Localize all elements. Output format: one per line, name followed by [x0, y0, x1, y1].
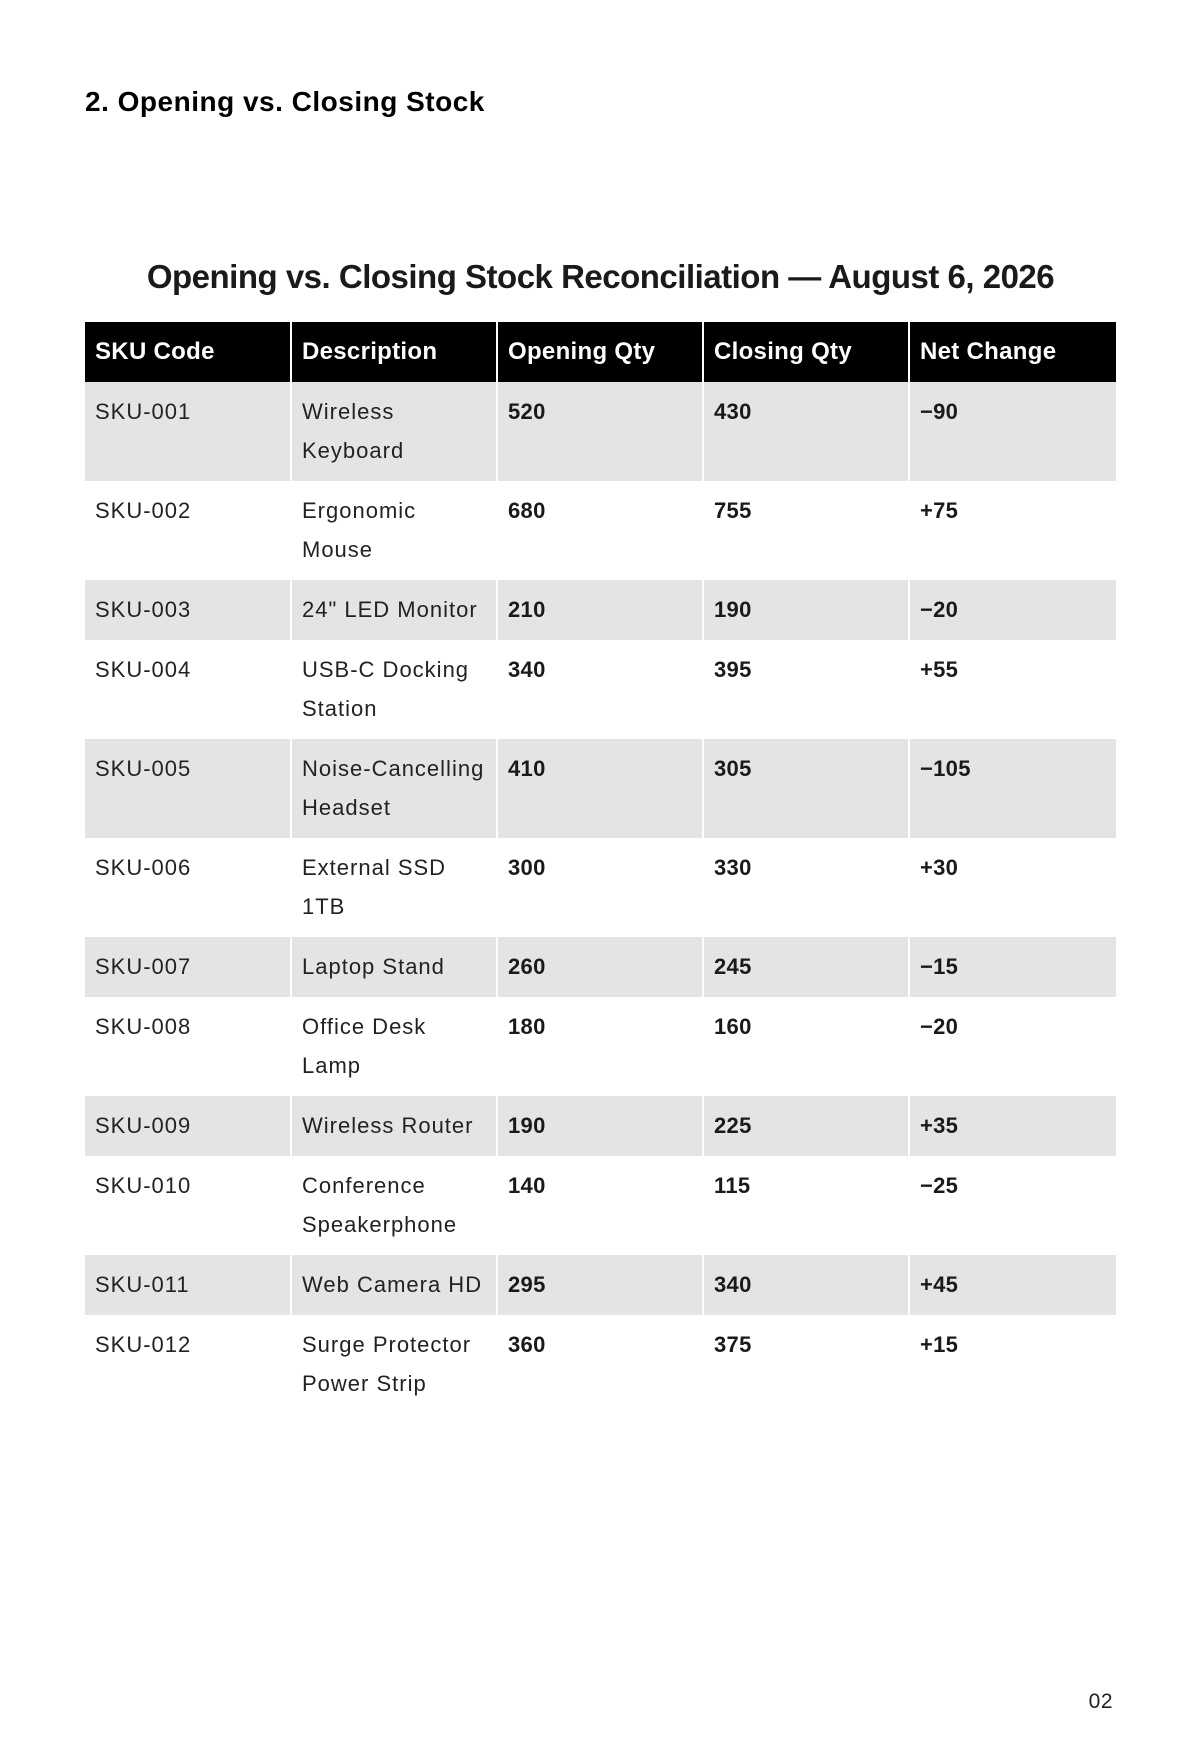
table-row [85, 1315, 1116, 1414]
cell-sku: SKU-012 [95, 1332, 192, 1357]
cell-closing-qty: 190 [703, 580, 909, 640]
cell-opening-qty: 180 [497, 997, 703, 1096]
cell-sku: SKU-002 [95, 498, 192, 523]
cell-sku: SKU-005 [85, 739, 291, 838]
cell-sku: SKU-004 [95, 657, 192, 682]
cell-closing-qty: 430 [703, 382, 909, 481]
cell-opening-qty: 190 [497, 1096, 703, 1156]
cell-sku: SKU-001 [85, 382, 291, 481]
cell-description: Noise-Cancelling Headset [291, 739, 497, 838]
cell-description: Web Camera HD [291, 1255, 497, 1315]
table-row [85, 997, 1116, 1096]
cell-description: USB-C Docking Station [291, 640, 497, 739]
cell-opening-qty: 410 [497, 739, 703, 838]
cell-closing-qty: 245 [703, 937, 909, 997]
cell-net-change: −15 [909, 937, 1116, 997]
table-title: Opening vs. Closing Stock Reconciliation — August 6, 2026 [146, 258, 1055, 295]
cell-net-change: −20 [909, 997, 1116, 1096]
cell-description: Surge Protector Power Strip [291, 1315, 497, 1414]
cell-opening-qty: 520 [497, 382, 703, 481]
cell-opening-qty: 210 [497, 580, 703, 640]
cell-sku: SKU-006 [95, 855, 192, 880]
cell-opening-qty: 680 [497, 481, 703, 580]
cell-description: Conference Speakerphone [291, 1156, 497, 1255]
cell-closing-qty: 375 [703, 1315, 909, 1414]
table-row [85, 382, 1116, 481]
cell-net-change: +55 [909, 640, 1116, 739]
cell-sku: SKU-007 [85, 937, 291, 997]
table-row [85, 1255, 1116, 1315]
cell-net-change: +35 [909, 1096, 1116, 1156]
cell-opening-qty: 140 [497, 1156, 703, 1255]
column-header-net-change: Net Change [909, 322, 1116, 382]
cell-closing-qty: 755 [703, 481, 909, 580]
cell-description: Ergonomic Mouse [291, 481, 497, 580]
cell-sku: SKU-003 [85, 580, 291, 640]
cell-description: Wireless Keyboard [291, 382, 497, 481]
cell-net-change: +75 [909, 481, 1116, 580]
cell-net-change: +45 [909, 1255, 1116, 1315]
table-row [85, 937, 1116, 997]
cell-description: Office Desk Lamp [291, 997, 497, 1096]
cell-description: Laptop Stand [291, 937, 497, 997]
table-row [85, 1096, 1116, 1156]
cell-description: Wireless Router [291, 1096, 497, 1156]
cell-closing-qty: 305 [703, 739, 909, 838]
table-header-row [85, 322, 1116, 382]
cell-closing-qty: 160 [703, 997, 909, 1096]
cell-closing-qty: 330 [703, 838, 909, 937]
table-row [85, 739, 1116, 838]
cell-description: External SSD 1TB [291, 838, 497, 937]
column-header-sku: SKU Code [85, 322, 291, 382]
column-header-opening-qty: Opening Qty [497, 322, 703, 382]
table-row [85, 1156, 1116, 1255]
column-header-closing-qty: Closing Qty [703, 322, 909, 382]
cell-net-change: +15 [909, 1315, 1116, 1414]
cell-sku: SKU-008 [95, 1014, 192, 1039]
cell-closing-qty: 115 [703, 1156, 909, 1255]
table-row [85, 580, 1116, 640]
column-header-description: Description [291, 322, 497, 382]
cell-opening-qty: 295 [497, 1255, 703, 1315]
cell-opening-qty: 340 [497, 640, 703, 739]
cell-closing-qty: 225 [703, 1096, 909, 1156]
cell-opening-qty: 260 [497, 937, 703, 997]
cell-net-change: −90 [909, 382, 1116, 481]
cell-net-change: −25 [909, 1156, 1116, 1255]
table-row [85, 838, 1116, 937]
cell-sku: SKU-009 [85, 1096, 291, 1156]
cell-description: 24" LED Monitor [291, 580, 497, 640]
section-heading: 2. Opening vs. Closing Stock [85, 86, 485, 117]
cell-net-change: −105 [909, 739, 1116, 838]
cell-opening-qty: 360 [497, 1315, 703, 1414]
cell-sku: SKU-010 [95, 1173, 192, 1198]
cell-net-change: +30 [909, 838, 1116, 937]
table-row [85, 481, 1116, 580]
cell-closing-qty: 395 [703, 640, 909, 739]
stock-reconciliation-table [85, 322, 1116, 1414]
cell-net-change: −20 [909, 580, 1116, 640]
table-body [85, 382, 1116, 1414]
cell-closing-qty: 340 [703, 1255, 909, 1315]
page-number: 02 [1088, 1690, 1113, 1713]
table-row [85, 640, 1116, 739]
cell-opening-qty: 300 [497, 838, 703, 937]
cell-sku: SKU-011 [85, 1255, 291, 1315]
